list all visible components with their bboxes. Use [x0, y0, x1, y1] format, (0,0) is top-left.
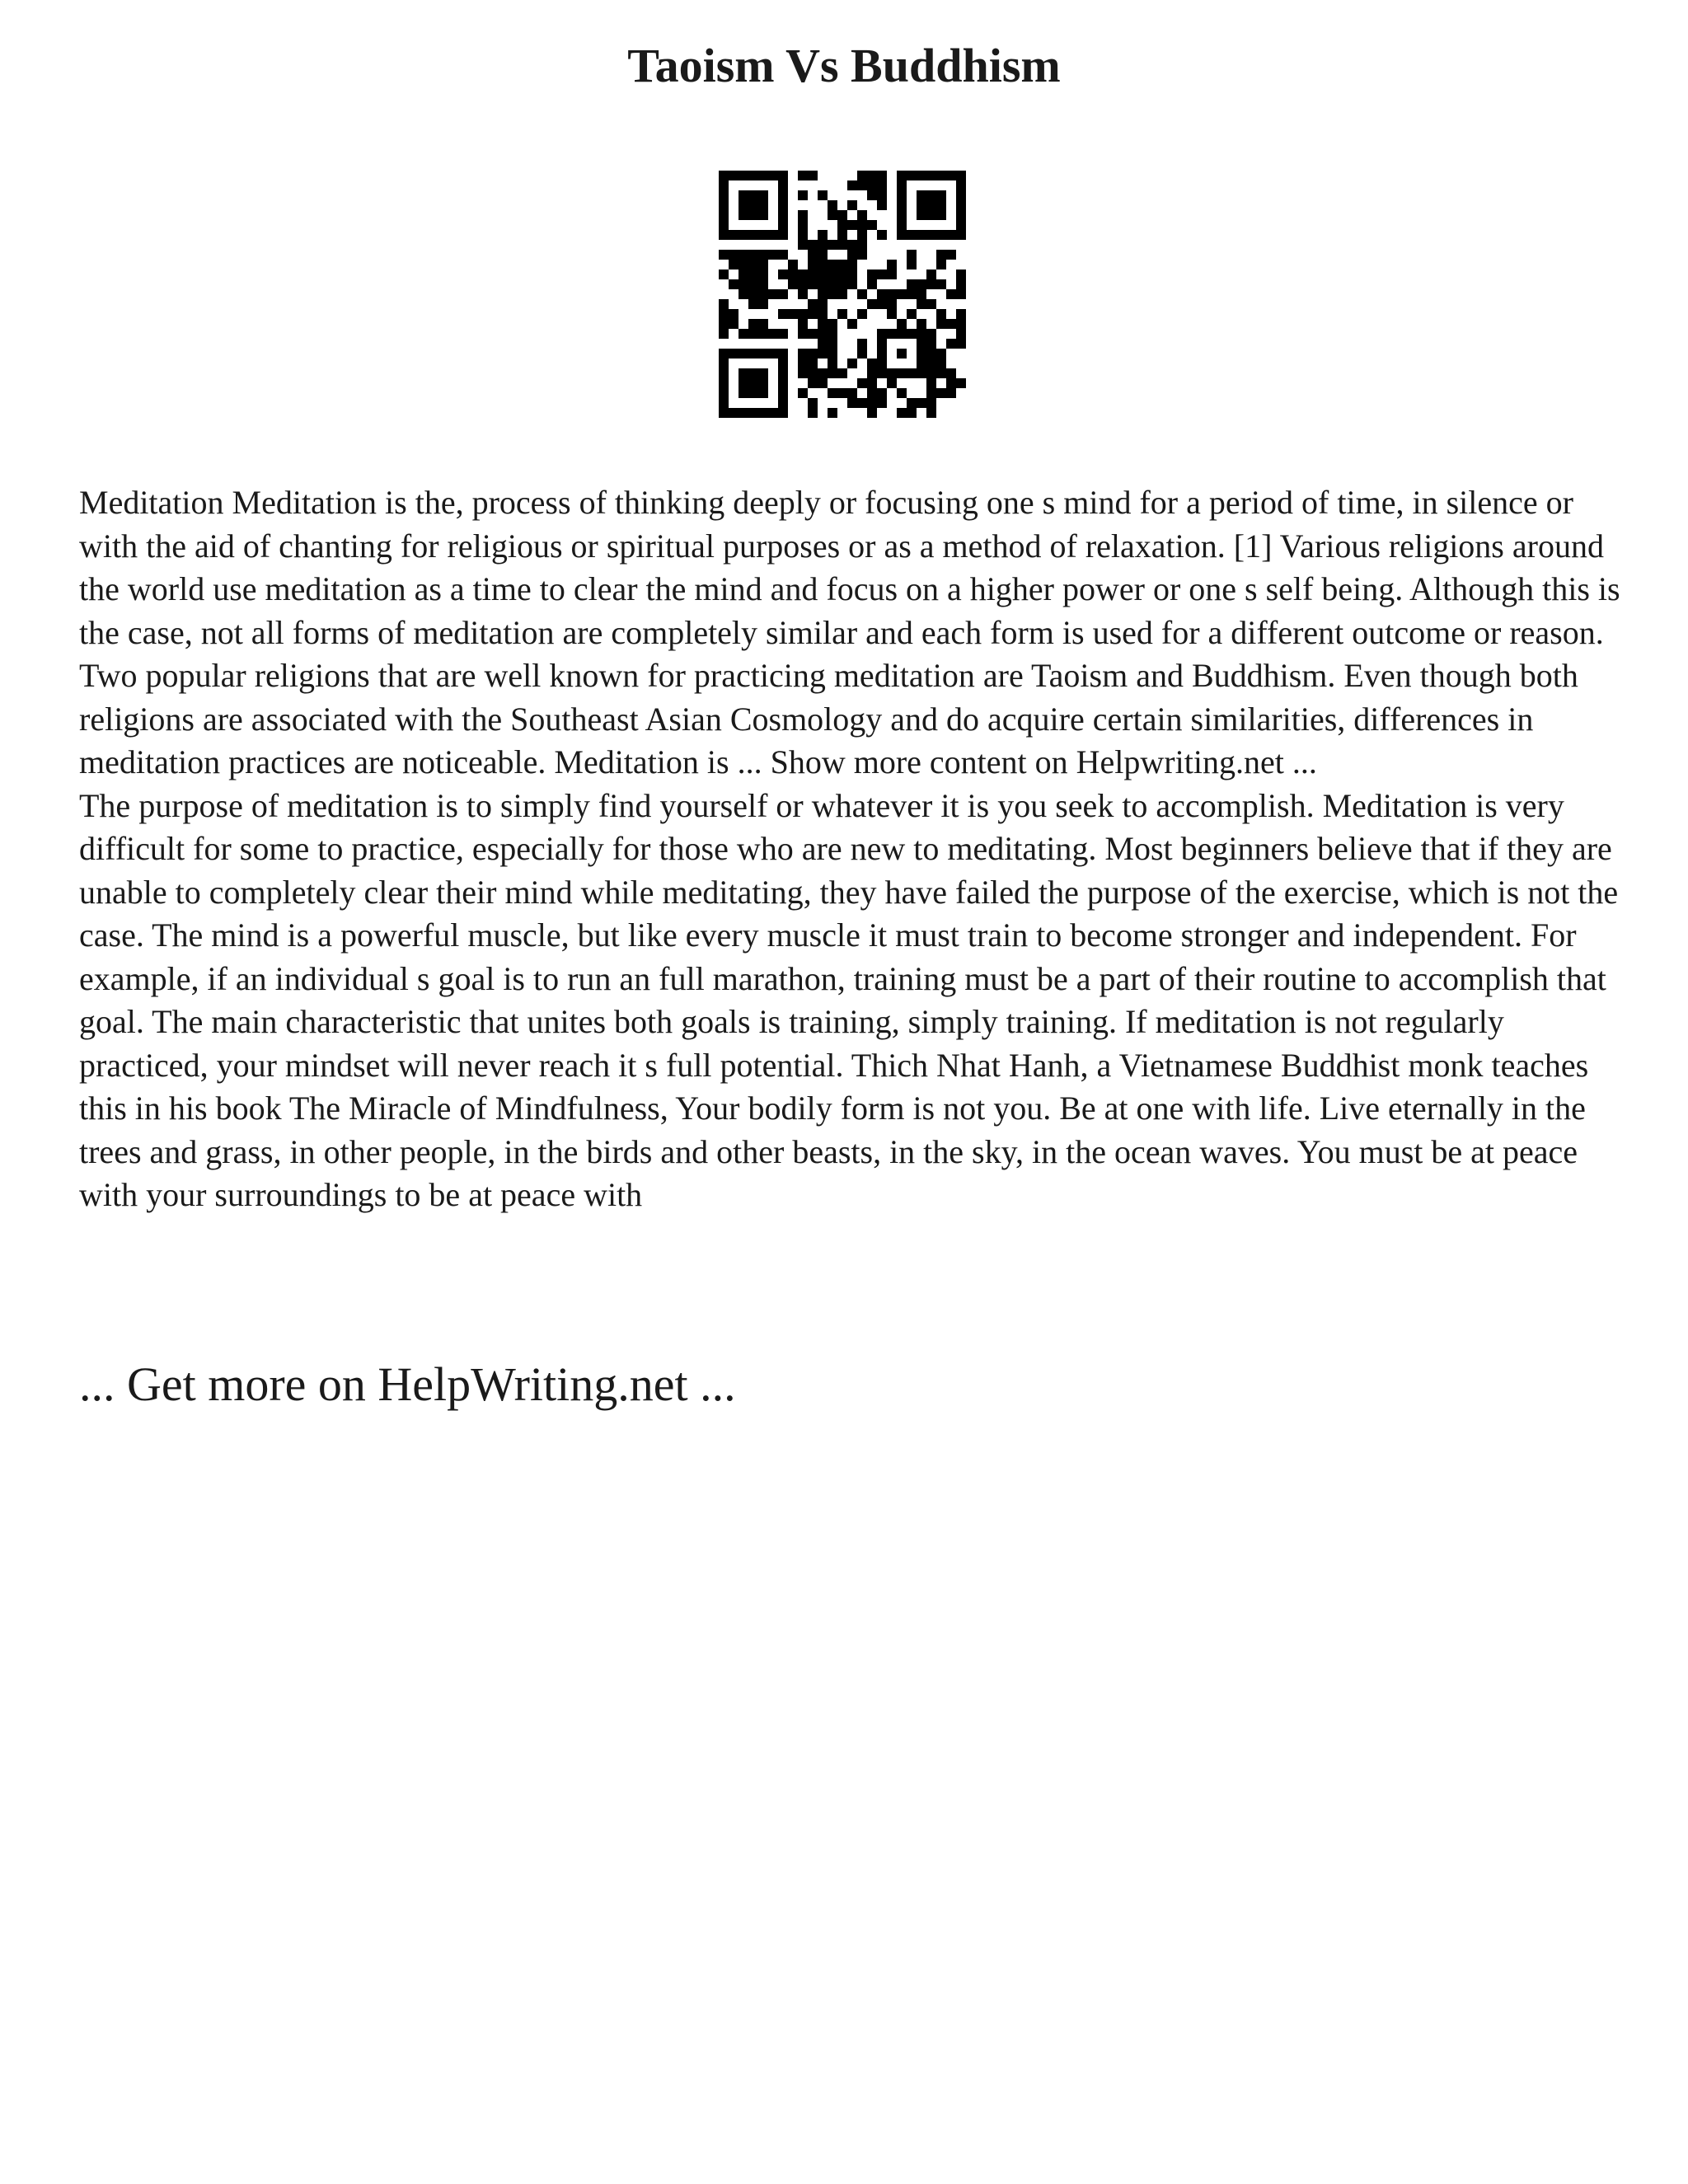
article-body	[79, 481, 1629, 1217]
paragraph: Meditation Meditation is the, process of thinking deeply or focusing one s mind for a period of time, in silence or with the aid of chanting for religious or spiritual purposes or as a method of relaxation. [1] Various religions around the world use meditation as a time to clear the mind and focus on a higher power or one s self being. Although this is the case, not all forms of meditation are completely similar and each form is used for a different outcome or reason. Two popular religions that are well known for practicing meditation are Taoism and Buddhism. Even though both religions are associated with the Southeast Asian Cosmology and do acquire certain similarities, differences in meditation practices are noticeable. Meditation is ... Show more content on Helpwriting.net ...	[79, 484, 1620, 780]
page-title: Taoism Vs Buddhism	[627, 39, 1061, 92]
paragraph: The purpose of meditation is to simply find yourself or whatever it is you seek to accomplish. Meditation is very difficult for some to practice, especially for those who are new to meditating. Most beginners believe that if they are unable to completely clear their mind while meditating, they have failed the purpose of the exercise, which is not the case. The mind is a powerful muscle, but like every muscle it must train to become stronger and independent. For example, if an individual s goal is to run an full marathon, training must be a part of their routine to accomplish that goal. The main characteristic that unites both goals is training, simply training. If meditation is not regularly practiced, your mindset will never reach it s full potential. Thich Nhat Hanh, a Vietnamese Buddhist monk teaches this in his book The Miracle of Mindfulness, Your bodily form is not you. Be at one with life. Live eternally in the trees and grass, in other people, in the birds and other beasts, in the sky, in the ocean waves. You must be at peace with your surroundings to be at peace with	[79, 786, 1619, 1213]
get-more-link[interactable]: ... Get more on HelpWriting.net ...	[79, 1357, 736, 1411]
qr-code-icon[interactable]	[719, 171, 966, 418]
